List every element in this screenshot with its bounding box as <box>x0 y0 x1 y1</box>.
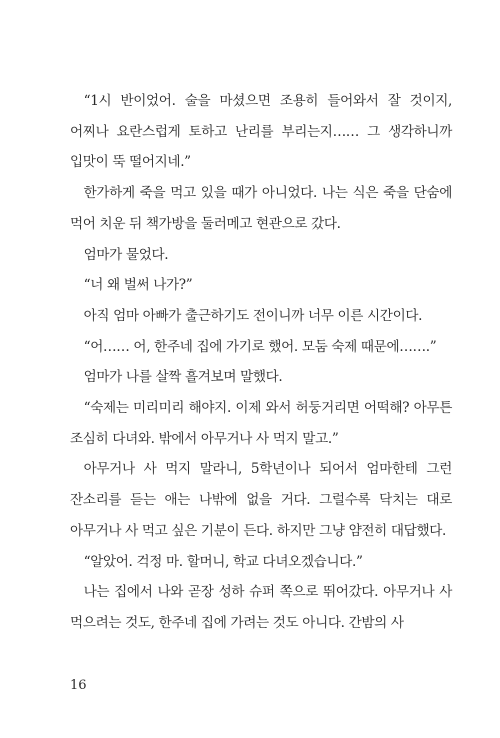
paragraph: “어…… 어, 한주네 집에 가기로 했어. 모둠 숙제 때문에…….” <box>83 338 437 355</box>
page-number: 16 <box>70 678 87 693</box>
paragraph: “너 왜 벌써 나가?” <box>83 277 193 294</box>
paragraph: “숙제는 미리미리 해야지. 이제 와서 허둥거리면 어떡해? 아무튼 조심히 다녀와. 밖에서 아무거나 사 먹지 말고.” <box>70 400 452 447</box>
body-text <box>70 86 452 639</box>
paragraph: 한가하게 죽을 먹고 있을 때가 아니었다. 나는 식은 죽을 단숨에 먹어 치운 뒤 책가방을 둘러메고 현관으로 갔다. <box>70 185 452 232</box>
paragraph: 아무거나 사 먹지 말라니, 5학년이나 되어서 엄마한테 그런 잔소리를 듣는 애는 나밖에 없을 거다. 그럴수록 닥치는 대로 아무거나 사 먹고 싶은 기분이 든다. 하지만 그냥 얌전히 대답했다. <box>70 461 452 539</box>
paragraph: 엄마가 나를 살짝 흘겨보며 말했다. <box>83 369 283 386</box>
paragraph: 아직 엄마 아빠가 출근하기도 전이니까 너무 이른 시간이다. <box>83 307 423 324</box>
paragraph: 엄마가 물었다. <box>83 246 169 263</box>
paragraph: 나는 집에서 나와 곧장 성하 슈퍼 쪽으로 뛰어갔다. 아무거나 사 먹으려는 것도, 한주네 집에 가려는 것도 아니다. 간밤의 사 <box>70 584 452 631</box>
paragraph: “알았어. 걱정 마. 할머니, 학교 다녀오겠습니다.” <box>83 553 363 570</box>
paragraph: “1시 반이었어. 술을 마셨으면 조용히 들어와서 잘 것이지, 어찌나 요란스럽게 토하고 난리를 부리는지…… 그 생각하니까 입맛이 뚝 떨어지네.” <box>70 93 452 171</box>
